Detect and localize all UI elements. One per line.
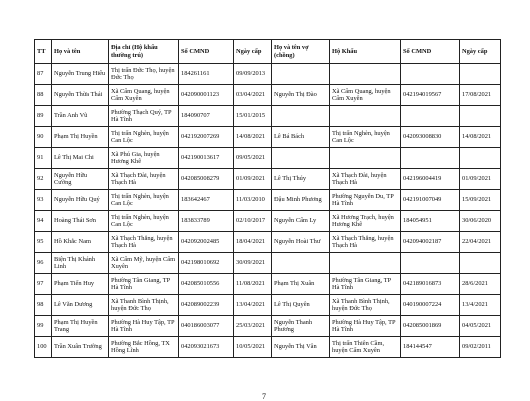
cell-spouse-issue-date: 09/02/2011 [460,337,501,358]
cell-spouse-name: Lê Thị Thúy [272,169,330,190]
cell-spouse-issue-date [460,106,501,127]
cell-tt: 94 [35,211,52,232]
cell-id-number: 042085010556 [179,274,234,295]
cell-issue-date: 01/09/2021 [234,169,272,190]
cell-spouse-id-number: 042196004419 [401,169,460,190]
table-header-row [35,40,501,64]
cell-spouse-household [330,253,401,274]
cell-address: Thị trấn Nghèn, huyện Can Lộc [109,211,179,232]
cell-id-number: 183642467 [179,190,234,211]
cell-tt: 93 [35,190,52,211]
cell-name: Nguyễn Hữu Cường [52,169,109,190]
cell-name: Phạm Tiến Huy [52,274,109,295]
cell-spouse-issue-date: 14/08/2021 [460,127,501,148]
cell-address: Phường Tân Giang, TP Hà Tĩnh [109,274,179,295]
table-row [35,190,501,211]
cell-spouse-id-number: 042189016873 [401,274,460,295]
cell-spouse-household: Xã Cẩm Quang, huyện Cẩm Xuyên [330,85,401,106]
cell-spouse-name [272,253,330,274]
header-cell-tt: TT [35,40,52,64]
cell-address: Phường Thạch Quý, TP Hà Tĩnh [109,106,179,127]
cell-spouse-id-number [401,253,460,274]
cell-tt: 100 [35,337,52,358]
cell-spouse-id-number: 042094002187 [401,232,460,253]
cell-spouse-id-number: 042194019567 [401,85,460,106]
cell-spouse-household: Phường Hà Huy Tập, TP Hà Tĩnh [330,316,401,337]
cell-tt: 96 [35,253,52,274]
cell-name: Nguyễn Thừa Thái [52,85,109,106]
cell-issue-date: 09/05/2021 [234,148,272,169]
cell-spouse-household: Xã Thạch Đài, huyện Thạch Hà [330,169,401,190]
cell-spouse-issue-date: 13/4/2021 [460,295,501,316]
cell-address: Xã Thạch Thắng, huyện Thạch Hà [109,232,179,253]
cell-name: Nguyễn Trung Hiếu [52,64,109,85]
cell-spouse-issue-date: 30/06/2020 [460,211,501,232]
cell-spouse-id-number [401,106,460,127]
cell-tt: 89 [35,106,52,127]
table-row [35,169,501,190]
cell-issue-date: 11/03/2010 [234,190,272,211]
cell-address: Xã Phú Gia, huyện Hương Khê [109,148,179,169]
cell-name: Biện Thị Khánh Linh [52,253,109,274]
cell-name: Lê Văn Dương [52,295,109,316]
cell-spouse-household [330,106,401,127]
table-row [35,127,501,148]
cell-spouse-issue-date [460,148,501,169]
cell-issue-date: 02/10/2017 [234,211,272,232]
cell-name: Phạm Thị Huyền [52,127,109,148]
cell-spouse-name [272,148,330,169]
cell-address: Thị trấn Đức Thọ, huyện Đức Thọ [109,64,179,85]
cell-id-number: 042092002485 [179,232,234,253]
member-roster-table [34,39,501,358]
cell-id-number: 042190013617 [179,148,234,169]
cell-id-number: 040186003077 [179,316,234,337]
cell-spouse-name: Nguyễn Thanh Phương [272,316,330,337]
cell-spouse-name: Nguyễn Thị Đào [272,85,330,106]
cell-name: Trần Anh Vũ [52,106,109,127]
cell-spouse-issue-date [460,64,501,85]
cell-issue-date: 14/08/2021 [234,127,272,148]
cell-spouse-name: Lê Thị Quyên [272,295,330,316]
cell-spouse-name: Nguyễn Hoài Thư [272,232,330,253]
cell-id-number: 184090707 [179,106,234,127]
cell-name: Nguyễn Hữu Quý [52,190,109,211]
cell-address: Xã Cẩm Quang, huyện Cẩm Xuyên [109,85,179,106]
cell-spouse-issue-date: 22/04/2021 [460,232,501,253]
cell-spouse-household: Phường Nguyễn Du, TP Hà Tĩnh [330,190,401,211]
header-cell-spouse-id-number: Số CMND [401,40,460,64]
cell-spouse-household [330,64,401,85]
table-row [35,148,501,169]
cell-name: Hồ Khắc Nam [52,232,109,253]
cell-name: Lê Thị Mai Chi [52,148,109,169]
table-row [35,316,501,337]
cell-issue-date: 11/08/2021 [234,274,272,295]
cell-issue-date: 18/04/2021 [234,232,272,253]
cell-spouse-id-number: 040190007224 [401,295,460,316]
cell-spouse-id-number: 042191007049 [401,190,460,211]
table-row [35,337,501,358]
cell-issue-date: 15/01/2015 [234,106,272,127]
table-row [35,211,501,232]
header-cell-issue-date: Ngày cấp [234,40,272,64]
cell-name: Phạm Thị Huyền Trang [52,316,109,337]
table-body [35,64,501,358]
cell-spouse-id-number [401,64,460,85]
cell-name: Trần Xuân Trường [52,337,109,358]
cell-spouse-household: Phường Tân Giang, TP Hà Tĩnh [330,274,401,295]
cell-spouse-household: Thị trấn Thiên Cầm, huyện Cẩm Xuyên [330,337,401,358]
header-cell-id-number: Số CMND [179,40,234,64]
cell-spouse-name: Nguyễn Thị Vân [272,337,330,358]
cell-address: Phường Bắc Hồng, TX Hồng Lĩnh [109,337,179,358]
cell-issue-date: 13/04/2021 [234,295,272,316]
cell-id-number: 042089002239 [179,295,234,316]
cell-tt: 98 [35,295,52,316]
cell-spouse-household [330,148,401,169]
cell-spouse-household: Xã Thanh Bình Thịnh, huyện Đức Thọ [330,295,401,316]
cell-issue-date: 10/05/2021 [234,337,272,358]
page-number: 7 [262,392,266,401]
cell-spouse-issue-date: 04/05/2021 [460,316,501,337]
header-cell-address: Địa chỉ (Hộ khẩu thường trú) [109,40,179,64]
cell-id-number: 042093021673 [179,337,234,358]
cell-spouse-household: Xã Thạch Thắng, huyện Thạch Hà [330,232,401,253]
cell-tt: 87 [35,64,52,85]
cell-spouse-name [272,106,330,127]
cell-spouse-issue-date: 17/08/2021 [460,85,501,106]
cell-id-number: 183833789 [179,211,234,232]
cell-spouse-household: Xã Hương Trạch, huyện Hương Khê [330,211,401,232]
cell-spouse-name: Đậu Minh Phương [272,190,330,211]
table-row [35,64,501,85]
table-row [35,295,501,316]
cell-spouse-id-number: 042093008830 [401,127,460,148]
cell-tt: 95 [35,232,52,253]
cell-address: Xã Thanh Bình Thịnh, huyện Đức Thọ [109,295,179,316]
cell-spouse-issue-date: 28/6/2021 [460,274,501,295]
cell-spouse-issue-date: 15/09/2021 [460,190,501,211]
cell-tt: 91 [35,148,52,169]
cell-spouse-id-number: 184144547 [401,337,460,358]
cell-tt: 92 [35,169,52,190]
cell-spouse-issue-date: 01/09/2021 [460,169,501,190]
cell-spouse-name [272,64,330,85]
cell-spouse-id-number [401,148,460,169]
cell-spouse-issue-date [460,253,501,274]
cell-spouse-id-number: 184054951 [401,211,460,232]
table-row [35,106,501,127]
cell-issue-date: 30/09/2021 [234,253,272,274]
header-cell-name: Họ và tên [52,40,109,64]
cell-tt: 88 [35,85,52,106]
cell-tt: 97 [35,274,52,295]
cell-address: Phường Hà Huy Tập, TP Hà Tĩnh [109,316,179,337]
table-row [35,274,501,295]
cell-spouse-name: Nguyễn Cẩm Ly [272,211,330,232]
cell-id-number: 042192007269 [179,127,234,148]
cell-spouse-name: Phạm Thị Xuân [272,274,330,295]
cell-issue-date: 09/09/2013 [234,64,272,85]
cell-issue-date: 25/03/2021 [234,316,272,337]
table-row [35,85,501,106]
cell-id-number: 042198010692 [179,253,234,274]
cell-tt: 99 [35,316,52,337]
cell-name: Hoàng Thái Sơn [52,211,109,232]
cell-address: Thị trấn Nghèn, huyện Can Lộc [109,127,179,148]
cell-spouse-id-number: 042085001869 [401,316,460,337]
cell-id-number: 042085008279 [179,169,234,190]
cell-address: Thị trấn Nghèn, huyện Can Lộc [109,190,179,211]
cell-spouse-household: Thị trấn Nghèn, huyện Can Lộc [330,127,401,148]
cell-id-number: 042090001123 [179,85,234,106]
cell-address: Xã Thạch Đài, huyện Thạch Hà [109,169,179,190]
cell-spouse-name: Lê Bá Bách [272,127,330,148]
cell-tt: 90 [35,127,52,148]
cell-id-number: 184261161 [179,64,234,85]
header-cell-spouse-issue-date: Ngày cấp [460,40,501,64]
cell-issue-date: 03/04/2021 [234,85,272,106]
cell-address: Xã Cẩm Mỹ, huyện Cẩm Xuyên [109,253,179,274]
table-row [35,232,501,253]
header-cell-spouse-household: Hộ Khẩu [330,40,401,64]
header-cell-spouse-name: Họ và tên vợ (chồng) [272,40,330,64]
table-row [35,253,501,274]
